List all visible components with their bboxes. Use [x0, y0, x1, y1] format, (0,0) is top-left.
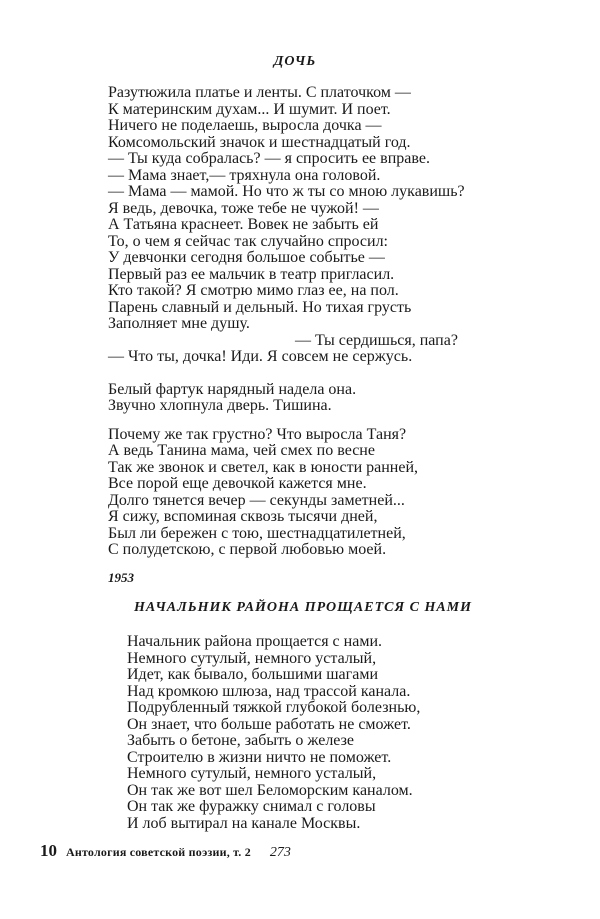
poem-line: — Мама знает,— тряхнула она головой. — [108, 166, 381, 184]
page-number: 273 — [269, 845, 291, 860]
poem-line: А ведь Танина мама, чей смех по весне — [108, 442, 375, 459]
poem-line: Идет, как бывало, большими шагами — [127, 666, 379, 683]
poem-title: ДОЧЬ — [273, 54, 317, 69]
poem-line: Он знает, что больше работать не сможет. — [127, 715, 411, 733]
poem-line: — Ты куда собралась? — я спросить ее вправе. — [108, 150, 430, 167]
poem-line: Над кромкою шлюза, над трассой канала. — [127, 682, 411, 700]
poem-line: И лоб вытирал на канале Москвы. — [127, 814, 361, 832]
poem-line: То, о чем я сейчас так случайно спросил: — [108, 232, 388, 250]
poem-line: Разутюжила платье и ленты. С платочком — — [108, 84, 411, 101]
poem-line: Все порой еще девочкой кажется мне. — [108, 475, 367, 492]
poem-line: А Татьяна краснеет. Вовек не забыть ей — [108, 216, 379, 233]
poem-line: Немного сутулый, немного усталый, — [127, 649, 377, 667]
poem-line: — Ты сердишься, папа? — [295, 331, 458, 349]
poem-line: Он так же фуражку снимал с головы — [127, 798, 376, 815]
poem-line: Я сижу, вспоминая сквозь тысячи дней, — [108, 508, 378, 525]
poem-line: Подрубленный тяжкой глубокой болезнью, — [127, 699, 421, 716]
poem-line: Так же звонок и светел, как в юности ранней, — [108, 458, 419, 476]
poem-line: Немного сутулый, немного усталый, — [127, 765, 377, 782]
stanza-1 — [108, 85, 465, 366]
poem-line: Первый раз ее мальчик в театр пригласил. — [108, 265, 395, 283]
poem-line: Строителю в жизни ничто не поможет. — [127, 748, 392, 766]
poem-line: Он так же вот шел Беломорским каналом. — [127, 781, 413, 799]
poem-line: Начальник района прощается с нами. — [127, 633, 382, 650]
poem-line: Был ли бережен с тою, шестнадцатилетней, — [108, 524, 406, 542]
poem-line: Комсомольский значок и шестнадцатый год. — [108, 133, 411, 151]
poem-body-1 — [108, 85, 465, 559]
poem-year: 1953 — [108, 570, 134, 585]
stanza-3 — [108, 427, 465, 559]
poem-line: Долго тянется вечер — секунды заметней... — [108, 491, 405, 509]
poem-body-2 — [127, 634, 420, 832]
poem-line: Звучно хлопнула дверь. Тишина. — [108, 397, 332, 414]
poem-line: Кто такой? Я смотрю мимо глаз ее, на пол. — [108, 282, 399, 299]
poem-line: Ничего не поделаешь, выросла дочка — — [108, 117, 382, 134]
poem-title-2: НАЧАЛЬНИК РАЙОНА ПРОЩАЕТСЯ С НАМИ — [133, 600, 473, 615]
poem-line: У девчонки сегодня большое событье — — [108, 249, 385, 266]
poem-line: Белый фартук нарядный надела она. — [108, 380, 357, 398]
poem-line: — Мама — мамой. Но что ж ты со мною лукавишь? — [108, 183, 465, 200]
poem-line: Парень славный и дельный. Но тихая грусть — [108, 298, 412, 316]
poem-line: Заполняет мне душу. — [108, 315, 250, 332]
stanza-2 — [108, 382, 465, 415]
poem-line: С полудетскою, с первой любовью моей. — [108, 541, 387, 558]
signature-text: Антология советской поэзии, т. 2 — [66, 845, 251, 859]
poem-line: К материнским духам... И шумит. И поет. — [108, 100, 391, 118]
poem-line: Забыть о бетоне, забыть о железе — [127, 732, 355, 749]
poem-line: Я ведь, девочка, тоже тебе не чужой! — — [108, 199, 379, 217]
poem-line: Почему же так грустно? Что выросла Таня? — [108, 425, 407, 443]
poem-line: — Что ты, дочка! Иди. Я совсем не сержусь. — [108, 348, 413, 365]
signature-number: 10 — [40, 841, 57, 860]
page-footer — [40, 842, 291, 862]
